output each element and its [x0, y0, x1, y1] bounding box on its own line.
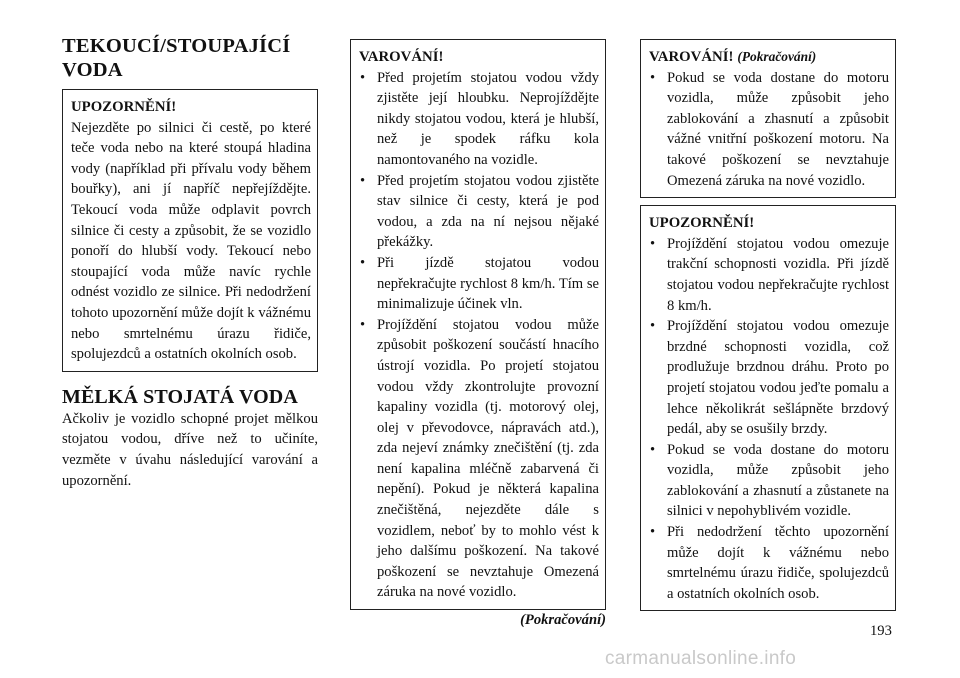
warning-list: [359, 68, 599, 603]
warning-continued-label: (Pokračování): [737, 49, 817, 64]
warning-box-continued: [640, 39, 896, 198]
caution-text: Nejezděte po silnici či cestě, po které teče voda nebo na které stoupá hladina vody (například při přívalu vody během bouřky), ani jí napříč nepřejíždějte. Tekoucí voda může odplavit povrch silnice či cesty a způsobit, že se vozidlo ponoří do hlubší vody. Tekoucí nebo stoupající voda může navíc rychle odnést vozidlo ze silnice. Při nedodržení tohoto upozornění může dojít k vážnému nebo smrtelnému úrazu řidiče, spolujezdců a ostatních okolních osob.: [71, 119, 311, 363]
warning-box-shallow-water: [350, 39, 606, 610]
caution-title: UPOZORNĚNÍ!: [71, 99, 177, 115]
caution-list: [649, 234, 889, 605]
caution-box-flowing-water: [62, 89, 318, 372]
left-column: [62, 34, 318, 491]
continued-label: (Pokračování): [520, 612, 606, 629]
section-heading-shallow-water: MĚLKÁ STOJATÁ VODA: [62, 385, 298, 408]
caution-item: • Při nedodržení těchto upozornění může dojít k vážnému nebo smrtelnému úrazu řidiče, spolujezdců a ostatních okolních osob.: [649, 522, 889, 604]
warning-title: VAROVÁNÍ!: [359, 49, 444, 65]
page-number: 193: [870, 623, 892, 639]
caution-item: • Projíždění stojatou vodou omezuje trakční schopnosti vozidla. Při jízdě stojatou vodou nepřekračujte rychlost 8 km/h.: [649, 234, 889, 316]
middle-column: [350, 39, 606, 629]
site-watermark: carmanualsonline.info: [605, 648, 797, 669]
caution-item: • Pokud se voda dostane do motoru vozidla, může způsobit jeho zablokování a zhasnutí a zůstanete na silnici v nepohyblivém vozidle.: [649, 440, 889, 522]
warning-item: • Pokud se voda dostane do motoru vozidla, může způsobit jeho zablokování a zhasnutí a způsobit vážné vnitřní poškození motoru. Na takové poškození se nevztahuje Omezená záruka na nové vozidlo.: [649, 68, 889, 192]
right-column: [640, 39, 896, 611]
caution-box-shallow-water: [640, 205, 896, 611]
warning-item: • Před projetím stojatou vodou vždy zjistěte její hloubku. Neprojíždějte nikdy stojatou vodou, která je hlubší, než je spodek ráfku kola namontovaného na vozidle.: [359, 68, 599, 171]
warning-list: [649, 68, 889, 192]
warning-item: • Projíždění stojatou vodou může způsobit poškození součástí hnacího ústrojí vozidla. Po projetí stojatou vodou vždy zkontrolujte provozní kapaliny vozidla (tj. motorový olej, olej v převodovce, nápravách atd.), zda nejeví známky znečištění (tj. zda není kapalina mléčně zabarvená či nepění). Pokud je některá kapalina znečištěná, nejezděte dále s vozidlem, neboť by to mohlo vést k jeho dalšímu poškození. Na takové poškození se nevztahuje Omezená záruka na nové vozidlo.: [359, 315, 599, 603]
section-heading-flowing-water: TEKOUCÍ/STOUPAJÍCÍ VODA: [62, 35, 291, 81]
caution-title: UPOZORNĚNÍ!: [649, 215, 755, 232]
warning-item: • Při jízdě stojatou vodou nepřekračujte rychlost 8 km/h. Tím se minimalizuje účinek vln.: [359, 253, 599, 315]
caution-item: • Projíždění stojatou vodou omezuje brzdné schopnosti vozidla, což prodlužuje brzdnou dráhu. Proto po projetí stojatou vodou jeďte pomalu a lehce několikrát sešlápněte brzdový pedál, aby se osušily brzdy.: [649, 316, 889, 440]
warning-title: VAROVÁNÍ!: [649, 49, 734, 65]
warning-item: • Před projetím stojatou vodou zjistěte stav silnice či cesty, která je pod vodou, a zda na ní nejsou nějaké překážky.: [359, 171, 599, 253]
intro-paragraph: Ačkoliv je vozidlo schopné projet mělkou stojatou vodou, dříve než to učiníte, vezměte v úvahu následující varování a upozornění.: [62, 410, 318, 489]
